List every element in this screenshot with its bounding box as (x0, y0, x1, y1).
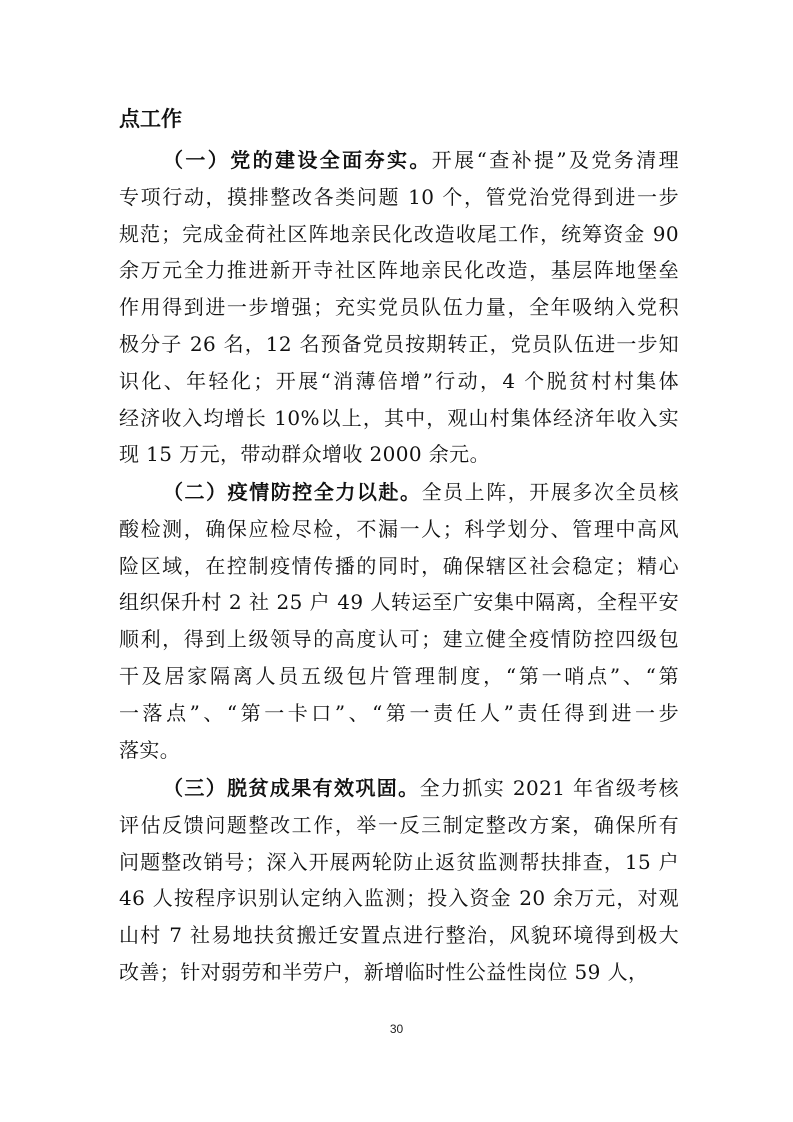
paragraph-line: 山村 7 社易地扶贫搬迁安置点进行整治，风貌环境得到极大 (119, 923, 679, 948)
paragraph-line: 规范；完成金荷社区阵地亲民化改造收尾工作，统筹资金 90 (119, 221, 679, 246)
paragraph-line: 落实。 (119, 737, 181, 762)
paragraph-text: 全力抓实 2021 年省级考核 (419, 776, 679, 800)
paragraph-line: 酸检测，确保应检尽检，不漏一人；科学划分、管理中高风 (119, 516, 679, 541)
paragraph-text: 全员上阵，开展多次全员核 (421, 480, 679, 504)
paragraph-line: 46 人按程序识别认定纳入监测；投入资金 20 余万元，对观 (119, 886, 679, 911)
paragraph-text: 开展“查补提”及党务清理 (431, 148, 680, 172)
paragraph-first-line (119, 142, 679, 179)
paragraph-line: 改善；针对弱劳和半劳户，新增临时性公益性岗位 59 人， (119, 959, 649, 984)
paragraph-line: 顺利，得到上级领导的高度认可；建立健全疫情防控四级包 (119, 627, 679, 652)
paragraph-line: 余万元全力推进新开寺社区阵地亲民化改造，基层阵地堡垒 (119, 258, 679, 283)
paragraph-line: 一落点”、“第一卡口”、“第一责任人”责任得到进一步 (119, 700, 679, 725)
paragraph-line: 作用得到进一步增强；充实党员队伍力量，全年吸纳入党积 (119, 295, 679, 320)
paragraph-line: 问题整改销号；深入开展两轮防止返贫监测帮扶排查，15 户 (119, 849, 679, 874)
paragraph-first-line (119, 474, 679, 511)
section-heading: 点工作 (119, 107, 182, 131)
paragraph-title: （三）脱贫成果有效巩固。 (163, 776, 420, 800)
paragraph-line: 干及居家隔离人员五级包片管理制度，“第一哨点”、“第 (119, 663, 679, 688)
paragraph-line: 险区域，在控制疫情传播的同时，确保辖区社会稳定；精心 (119, 553, 679, 578)
paragraph-line: 极分子 26 名，12 名预备党员按期转正，党员队伍进一步知 (119, 331, 679, 356)
paragraph-poverty-alleviation (119, 770, 679, 991)
paragraph-line: 经济收入均增长 10%以上，其中，观山村集体经济年收入实 (119, 405, 679, 430)
paragraph-line: 现 15 万元，带动群众增收 2000 余元。 (119, 442, 490, 467)
paragraph-first-line (119, 770, 679, 807)
paragraph-line: 评估反馈问题整改工作，举一反三制定整改方案，确保所有 (119, 812, 679, 837)
paragraph-line: 识化、年轻化；开展“消薄倍增”行动，4 个脱贫村村集体 (119, 368, 679, 393)
paragraph-epidemic-control (119, 474, 679, 768)
paragraph-line: 组织保升村 2 社 25 户 49 人转运至广安集中隔离，全程平安 (119, 590, 679, 615)
paragraph-title: （二）疫情防控全力以赴。 (163, 480, 422, 504)
paragraph-title: （一）党的建设全面夯实。 (163, 148, 432, 172)
paragraph-party-building (119, 142, 679, 473)
page-number: 30 (389, 1022, 404, 1036)
paragraph-line: 专项行动，摸排整改各类问题 10 个，管党治党得到进一步 (119, 184, 679, 209)
